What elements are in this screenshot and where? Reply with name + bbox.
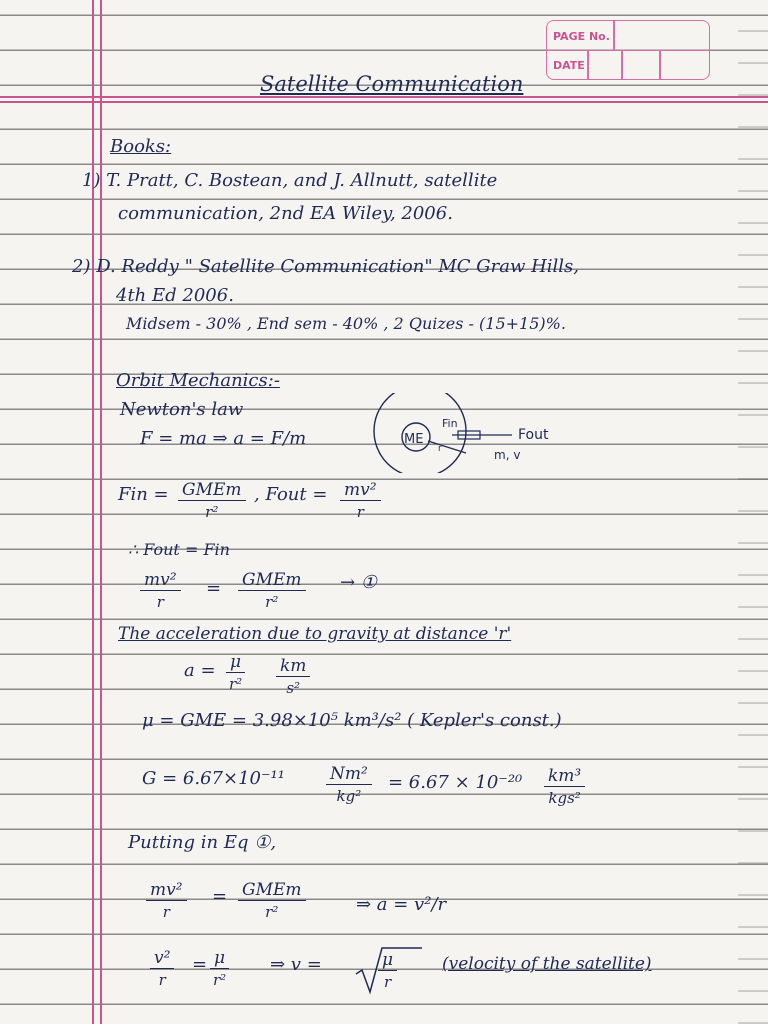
fout-fraction: $\frac{\text{mv²}}{r}$: [340, 480, 381, 521]
p-result: ⇒ a = v²/r: [356, 894, 447, 915]
book-1-line-1: 1) T. Pratt, C. Bostean, and J. Allnutt, satellite: [82, 170, 498, 191]
acceleration-text: The acceleration due to gravity at distance 'r': [118, 624, 512, 644]
p-equals: =: [212, 886, 228, 907]
g-unit-2: km³ kgs²: [544, 766, 585, 807]
margin-line-left: [92, 0, 94, 1024]
a-lhs: a =: [184, 660, 216, 681]
mu-equation: μ = GME = 3.98×10⁵ km³/s² ( Kepler's const.): [142, 710, 562, 731]
orbit-diagram: [372, 393, 632, 473]
book-1-line-2: communication, 2nd EA Wiley, 2006.: [118, 203, 453, 224]
mass-velocity-label: m, v: [494, 448, 521, 462]
marks-distribution: Midsem - 30% , End sem - 40% , 2 Quizes - (15+15)%.: [126, 314, 566, 333]
date-label: DATE: [553, 59, 585, 72]
orbit-heading: Orbit Mechanics:-: [116, 370, 280, 391]
fin-lhs: Fin =: [118, 484, 169, 505]
v-implies: ⇒ v =: [270, 954, 322, 975]
eq1-tag: → ①: [340, 572, 377, 593]
book-2-line-2: 4th Ed 2006.: [116, 285, 234, 306]
books-heading: Books:: [110, 136, 172, 157]
earth-label: ME: [404, 432, 424, 447]
g-unit: $\frac{\text{Nm²}}{\text{kg²}}$: [326, 764, 372, 805]
v-right: $\frac{\mu}{\text{r²}}$: [210, 948, 229, 989]
page-title: Satellite Communication: [260, 72, 524, 96]
eq1-equals: =: [206, 578, 222, 599]
g-lhs: G = 6.67×10⁻¹¹: [142, 768, 285, 789]
page-date-stamp: [546, 20, 710, 80]
book-2-line-1: 2) D. Reddy " Satellite Communication" MC Graw Hills,: [72, 256, 580, 277]
putting-in-eq: Putting in Eq ①,: [128, 832, 277, 853]
newton-law: Newton's law: [120, 399, 244, 420]
a-unit: $\frac{km}{\text{s²}}$: [276, 656, 310, 697]
binding-holes: [738, 0, 768, 1024]
g-mid: = 6.67 × 10⁻²⁰: [388, 772, 523, 793]
a-fraction: $\frac{\mu}{\text{r²}}$: [226, 652, 245, 693]
p-right: GMEm r²: [238, 880, 306, 921]
fout-lhs: , Fout =: [254, 484, 328, 505]
eq1-right: GMEm r²: [238, 570, 306, 611]
margin-line-right: [100, 0, 102, 1024]
page-no-label: PAGE No.: [553, 30, 610, 43]
fout-label: Fout: [518, 427, 549, 443]
radius-label: r: [438, 444, 442, 454]
force-equation: F = ma ⇒ a = F/m: [140, 428, 307, 449]
velocity-note: (velocity of the satellite): [442, 954, 652, 974]
p-left: $\frac{\text{mv²}}{r}$: [146, 880, 187, 921]
force-balance: ∴ Fout = Fin: [128, 540, 230, 559]
fin-label: Fin: [442, 417, 458, 430]
header-rule: [0, 96, 768, 98]
header-rule-2: [0, 101, 768, 103]
eq1-left: $\frac{\text{mv²}}{r}$: [140, 570, 181, 611]
v-equals: =: [192, 954, 208, 975]
sqrt-fraction: $\frac{\mu}{r}$: [378, 950, 397, 991]
v-left: $\frac{\text{v²}}{r}$: [150, 948, 174, 989]
fin-fraction: GMEm r²: [178, 480, 246, 521]
